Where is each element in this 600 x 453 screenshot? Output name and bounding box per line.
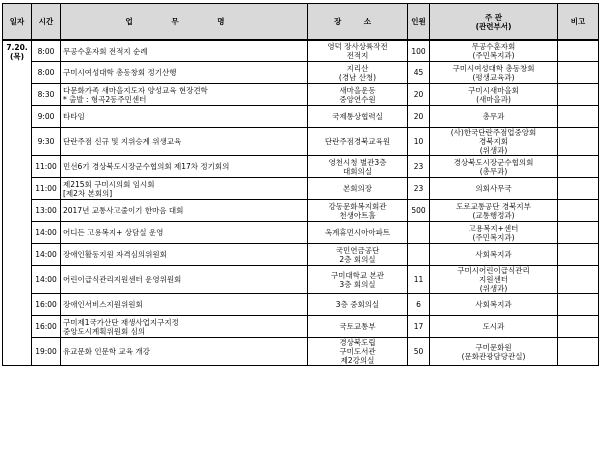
place-cell: 국제통상협력실 <box>308 106 408 128</box>
table-row <box>3 316 599 338</box>
title-cell: 어린이급식관리지원센터 운영위원회 <box>61 266 308 294</box>
count-cell: 6 <box>408 294 430 316</box>
host-cell: 사회복지과 <box>430 244 558 266</box>
table-row <box>3 200 599 222</box>
count-cell: 100 <box>408 40 430 62</box>
table-row <box>3 84 599 106</box>
title-cell: 어디든 고용복지+ 상담실 운영 <box>61 222 308 244</box>
place-cell: 본회의장 <box>308 178 408 200</box>
count-cell: 10 <box>408 128 430 156</box>
note-cell <box>558 316 599 338</box>
table-row <box>3 338 599 366</box>
table-row <box>3 40 599 62</box>
title-cell: 제215회 구미시의회 임시회 [제2차 본회의] <box>61 178 308 200</box>
count-cell <box>408 222 430 244</box>
time-cell: 11:00 <box>32 178 61 200</box>
place-cell: 지리산 (경남 산청) <box>308 62 408 84</box>
time-cell: 8:00 <box>32 40 61 62</box>
note-cell <box>558 128 599 156</box>
place-cell: 단란주점경북교육원 <box>308 128 408 156</box>
note-cell <box>558 244 599 266</box>
header-place: 장 소 <box>308 4 408 41</box>
host-cell: 경상북도시장군수협의회 (총무과) <box>430 156 558 178</box>
note-cell <box>558 200 599 222</box>
host-cell: (사)한국단란주점업중앙회 경북지회 (위생과) <box>430 128 558 156</box>
host-cell: 도로교통공단 경북지부 (교통행정과) <box>430 200 558 222</box>
place-cell: 국민연금공단 2층 회의실 <box>308 244 408 266</box>
table-row <box>3 156 599 178</box>
time-cell: 16:00 <box>32 294 61 316</box>
time-cell: 8:00 <box>32 62 61 84</box>
time-cell: 9:00 <box>32 106 61 128</box>
note-cell <box>558 338 599 366</box>
table-row <box>3 62 599 84</box>
count-cell: 17 <box>408 316 430 338</box>
place-cell: 구미대학교 본관 3층 회의실 <box>308 266 408 294</box>
count-cell: 20 <box>408 106 430 128</box>
note-cell <box>558 106 599 128</box>
table-row <box>3 294 599 316</box>
title-cell: 2017년 교통사고줄이기 한마음 대회 <box>61 200 308 222</box>
time-cell: 8:30 <box>32 84 61 106</box>
note-cell <box>558 222 599 244</box>
host-cell: 고용복지+센터 (주민복지과) <box>430 222 558 244</box>
count-cell: 11 <box>408 266 430 294</box>
title-cell: 구미시여성대학 총동창회 정기산행 <box>61 62 308 84</box>
time-cell: 9:30 <box>32 128 61 156</box>
header-task: 업 무 명 <box>61 4 308 41</box>
host-cell: 사회복지과 <box>430 294 558 316</box>
host-cell: 의회사무국 <box>430 178 558 200</box>
title-cell: 유교문화 인문학 교육 개강 <box>61 338 308 366</box>
place-cell: 새마을운동 중앙연수원 <box>308 84 408 106</box>
note-cell <box>558 62 599 84</box>
place-cell: 3층 중회의실 <box>308 294 408 316</box>
schedule-body <box>3 40 599 366</box>
count-cell: 500 <box>408 200 430 222</box>
host-cell: 구미문화원 (문화관광담당관실) <box>430 338 558 366</box>
place-cell: 영덕 장사상륙작전 전적지 <box>308 40 408 62</box>
host-cell: 도시과 <box>430 316 558 338</box>
host-cell: 구미시어린이급식관리 지원센터 (위생과) <box>430 266 558 294</box>
time-cell: 19:00 <box>32 338 61 366</box>
note-cell <box>558 156 599 178</box>
place-cell: 국토교통부 <box>308 316 408 338</box>
place-cell: 옥계휴먼시아아파트 <box>308 222 408 244</box>
note-cell <box>558 294 599 316</box>
table-row <box>3 222 599 244</box>
time-cell: 14:00 <box>32 266 61 294</box>
schedule-table <box>2 3 599 366</box>
place-cell: 강동문화복지회관 천생아트홀 <box>308 200 408 222</box>
title-cell: 장애인활동지원 자격심의위원회 <box>61 244 308 266</box>
title-cell: 다문화가족 새마을지도자 양성교육 현장견학 * 출발 : 형곡2동주민센터 <box>61 84 308 106</box>
place-cell: 경상북도립 구미도서관 제2강의실 <box>308 338 408 366</box>
title-cell: 장애인서비스지원위원회 <box>61 294 308 316</box>
table-row <box>3 178 599 200</box>
time-cell: 14:00 <box>32 244 61 266</box>
table-row <box>3 244 599 266</box>
date-cell: 7.20. (목) <box>3 40 32 366</box>
title-cell: 타타임 <box>61 106 308 128</box>
host-cell: 구미시여성대학 총동창회 (평생교육과) <box>430 62 558 84</box>
time-cell: 16:00 <box>32 316 61 338</box>
count-cell <box>408 244 430 266</box>
note-cell <box>558 266 599 294</box>
header-note: 비고 <box>558 4 599 41</box>
header-date: 일자 <box>3 4 32 41</box>
note-cell <box>558 84 599 106</box>
note-cell <box>558 178 599 200</box>
time-cell: 13:00 <box>32 200 61 222</box>
host-cell: 구미시새마을회 (새마을과) <box>430 84 558 106</box>
header-count: 인원 <box>408 4 430 41</box>
time-cell: 14:00 <box>32 222 61 244</box>
header-row <box>3 4 599 41</box>
table-row <box>3 128 599 156</box>
count-cell: 50 <box>408 338 430 366</box>
count-cell: 23 <box>408 178 430 200</box>
title-cell: 무공수훈자회 전적지 순례 <box>61 40 308 62</box>
count-cell: 23 <box>408 156 430 178</box>
host-cell: 총무과 <box>430 106 558 128</box>
title-cell: 민선6기 경상북도시장군수협의회 제17차 정기회의 <box>61 156 308 178</box>
count-cell: 20 <box>408 84 430 106</box>
place-cell: 영천시청 별관3층 대회의실 <box>308 156 408 178</box>
table-row <box>3 106 599 128</box>
table-row <box>3 266 599 294</box>
host-cell: 무공수훈자회 (주민복지과) <box>430 40 558 62</box>
time-cell: 11:00 <box>32 156 61 178</box>
note-cell <box>558 40 599 62</box>
header-time: 시간 <box>32 4 61 41</box>
title-cell: 구미제1국가산단 재생사업지구지정 중앙도시계획위원회 심의 <box>61 316 308 338</box>
title-cell: 단란주점 신규 및 지위승계 위생교육 <box>61 128 308 156</box>
count-cell: 45 <box>408 62 430 84</box>
header-host: 주 관 (관련부서) <box>430 4 558 41</box>
